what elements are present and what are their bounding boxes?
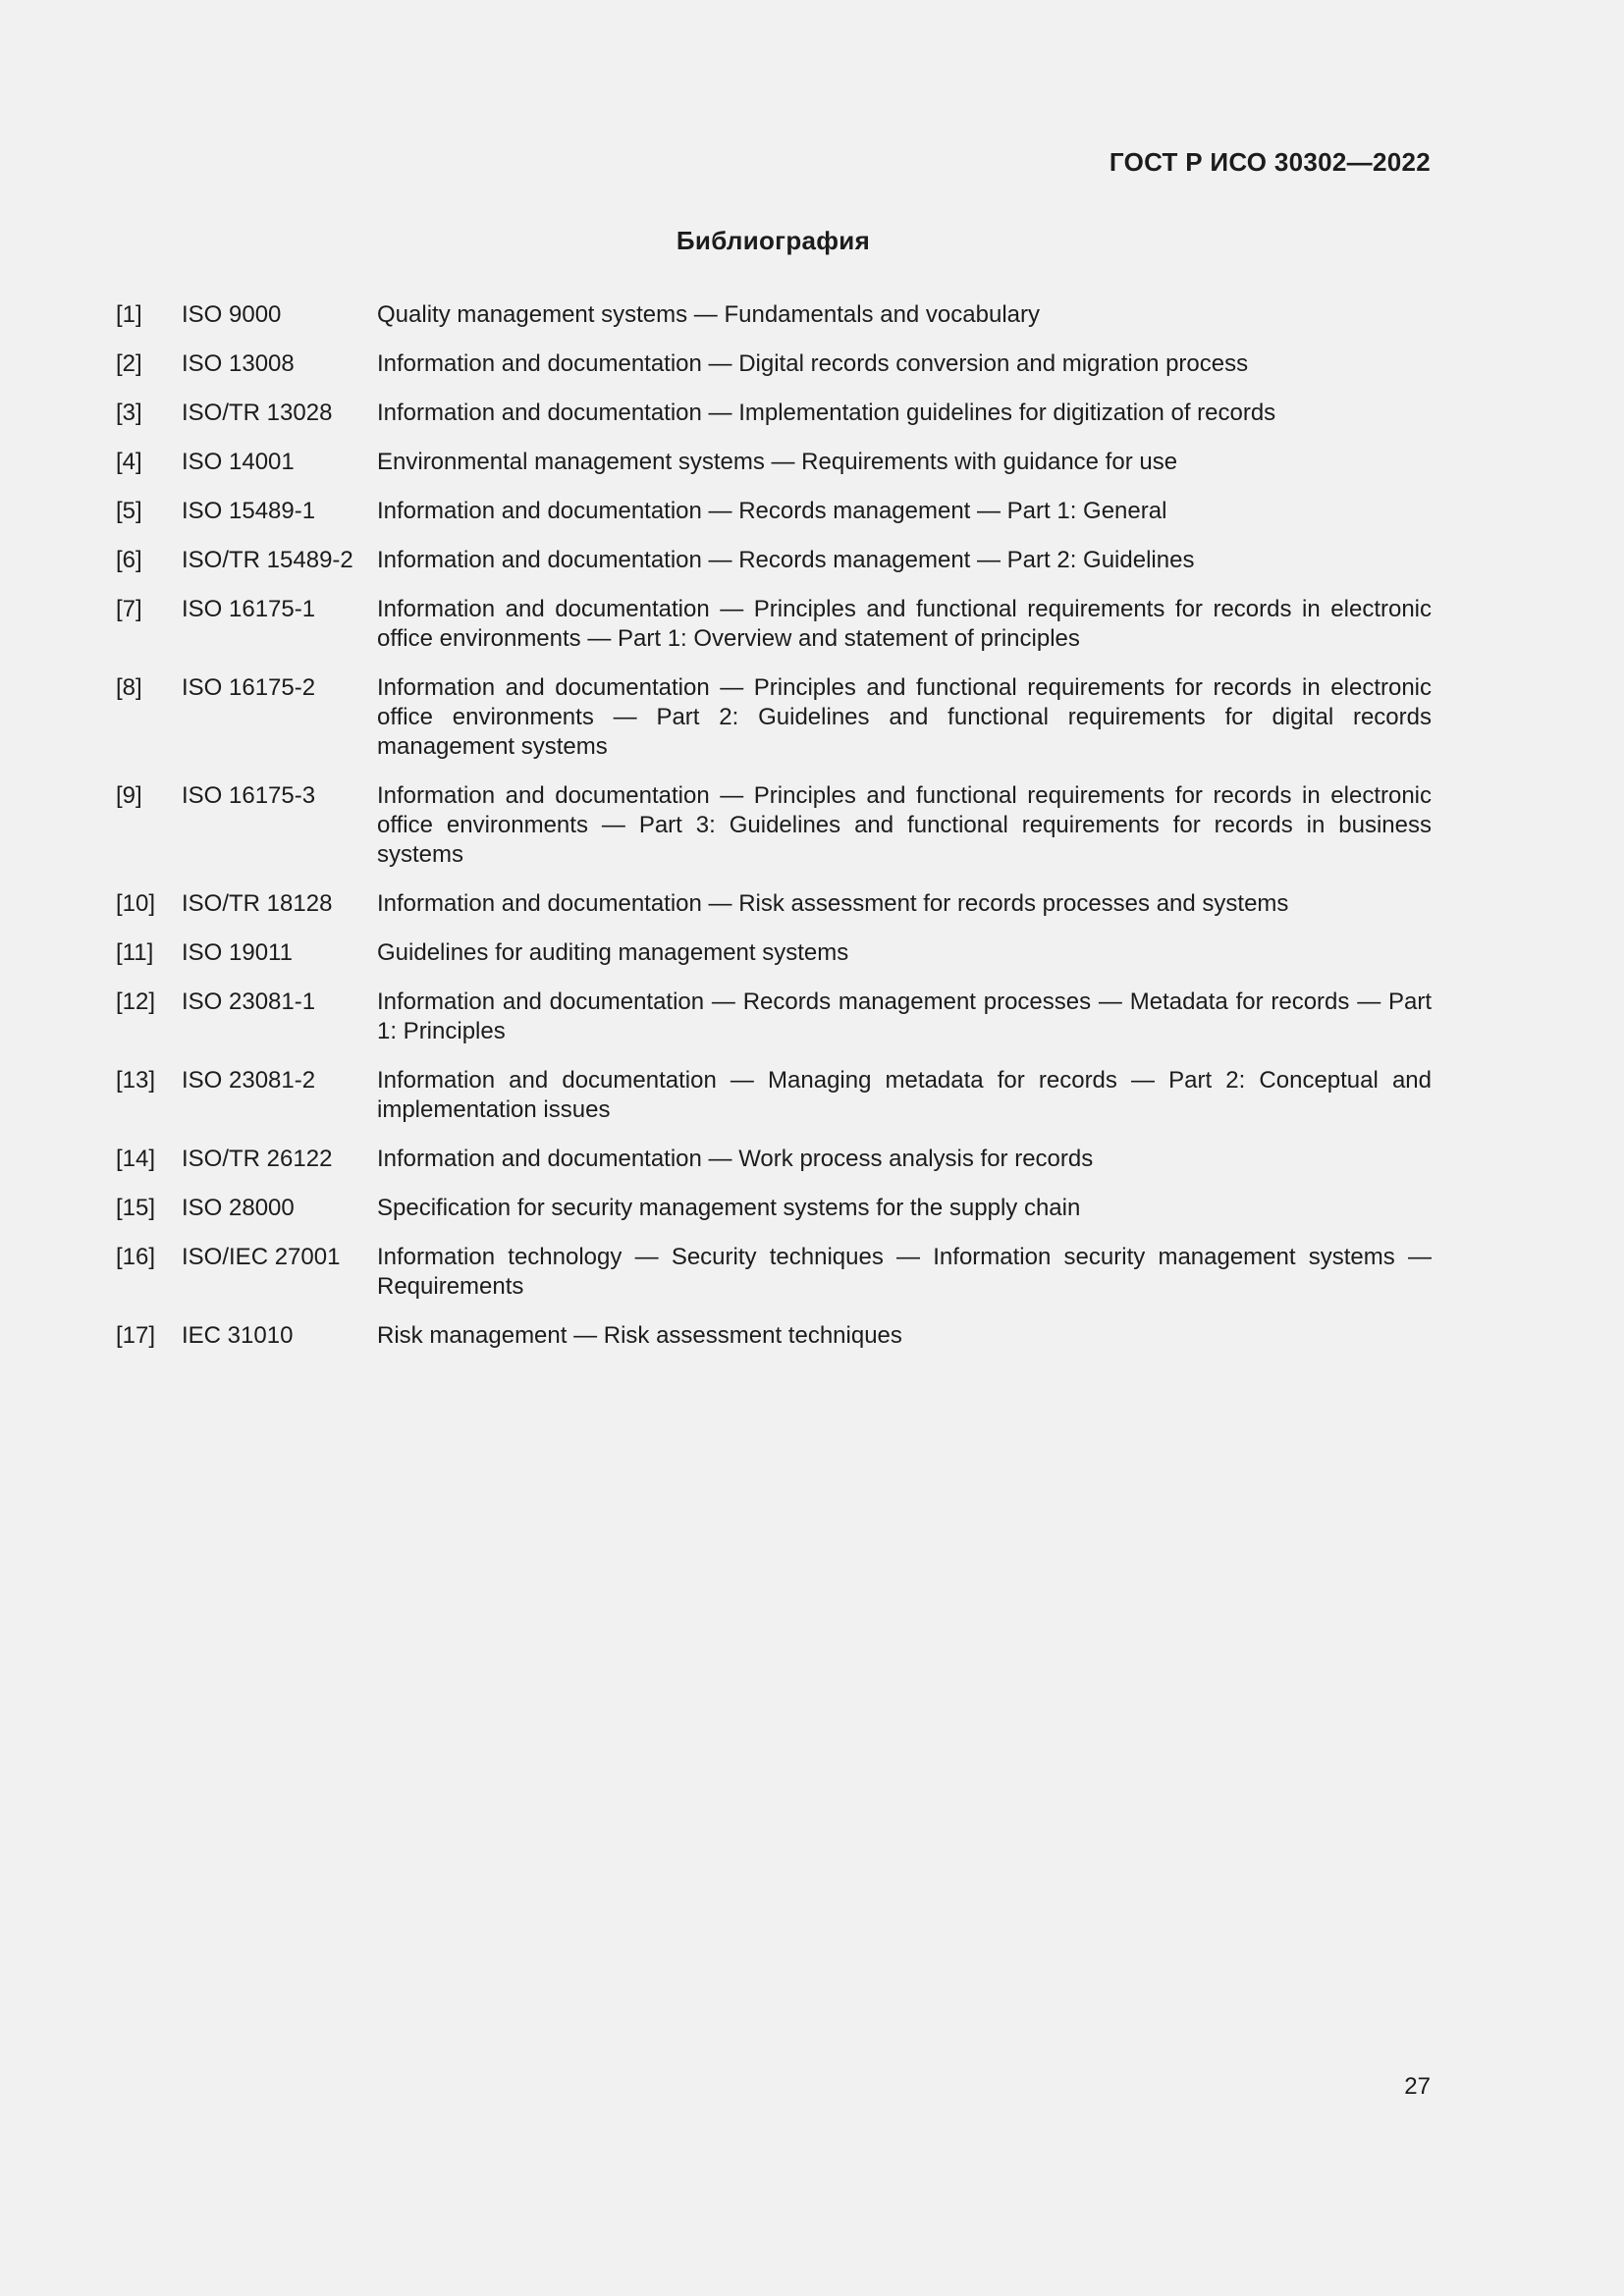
entry-standard: ISO 13008: [182, 350, 295, 377]
entry-standard: ISO/IEC 27001: [182, 1244, 341, 1270]
entry-number: [12]: [116, 988, 156, 1015]
entry-standard: ISO 15489-1: [182, 498, 316, 524]
bibliography-entry: [116, 1243, 1432, 1302]
entry-standard: ISO/TR 26122: [182, 1146, 333, 1172]
entry-title: Environmental management systems — Requirements with guidance for use: [377, 449, 1178, 475]
entry-standard: ISO 14001: [182, 449, 295, 475]
entry-number: [1]: [116, 301, 142, 328]
entry-number: [6]: [116, 547, 142, 573]
entry-number: [15]: [116, 1195, 156, 1221]
entry-title: Information and documentation — Records management processes — Metadata for records — Part 1: Principles: [377, 988, 1432, 1044]
entry-number: [16]: [116, 1244, 156, 1270]
bibliography-entry: [116, 497, 1432, 526]
entry-number: [10]: [116, 890, 156, 917]
entry-standard: ISO/TR 13028: [182, 400, 333, 426]
entry-number: [9]: [116, 782, 142, 809]
entry-title: Information and documentation — Records management — Part 1: General: [377, 498, 1167, 524]
bibliography-entry: [116, 673, 1432, 762]
bibliography-entry: [116, 595, 1432, 654]
entry-number: [11]: [116, 939, 154, 966]
entry-standard: ISO/TR 18128: [182, 890, 333, 917]
entry-title: Risk management — Risk assessment techniques: [377, 1322, 902, 1349]
bibliography-entry: [116, 1321, 1432, 1351]
entry-number: [8]: [116, 674, 142, 701]
bibliography-list: [116, 300, 1432, 1370]
entry-standard: ISO 19011: [182, 939, 293, 966]
entry-title: Information and documentation — Principles and functional requirements for records in electronic office environments — Part 2: Guidelines and functional requirements for digital records management systems: [377, 674, 1432, 760]
entry-standard: ISO 16175-2: [182, 674, 316, 701]
entry-title: Information and documentation — Work process analysis for records: [377, 1146, 1094, 1172]
entry-title: Information and documentation — Principles and functional requirements for records in electronic office environments — Part 1: Overview and statement of principles: [377, 596, 1432, 652]
entry-title: Information technology — Security techniques — Information security management systems — Requirements: [377, 1244, 1432, 1300]
entry-number: [4]: [116, 449, 142, 475]
entry-number: [7]: [116, 596, 142, 622]
entry-title: Information and documentation — Digital records conversion and migration process: [377, 350, 1249, 377]
entry-title: Guidelines for auditing management systems: [377, 939, 849, 966]
bibliography-entry: [116, 349, 1432, 379]
bibliography-entry: [116, 988, 1432, 1046]
entry-number: [2]: [116, 350, 142, 377]
entry-standard: ISO 9000: [182, 301, 282, 328]
entry-standard: ISO 23081-1: [182, 988, 316, 1015]
bibliography-entry: [116, 1194, 1432, 1223]
bibliography-entry: [116, 448, 1432, 477]
entry-title: Quality management systems — Fundamentals and vocabulary: [377, 301, 1040, 328]
entry-title: Information and documentation — Principles and functional requirements for records in electronic office environments — Part 3: Guidelines and functional requirements for records in business systems: [377, 782, 1432, 868]
document-code: ГОСТ Р ИСО 30302—2022: [1109, 147, 1431, 177]
entry-number: [17]: [116, 1322, 156, 1349]
entry-title: Information and documentation — Managing metadata for records — Part 2: Conceptual and implementation issues: [377, 1067, 1432, 1123]
bibliography-entry: [116, 300, 1432, 330]
entry-number: [13]: [116, 1067, 156, 1094]
entry-standard: IEC 31010: [182, 1322, 294, 1349]
section-title: Библиография: [676, 226, 871, 255]
bibliography-entry: [116, 399, 1432, 428]
entry-standard: ISO 28000: [182, 1195, 295, 1221]
entry-title: Specification for security management systems for the supply chain: [377, 1195, 1081, 1221]
entry-title: Information and documentation — Records management — Part 2: Guidelines: [377, 547, 1195, 573]
entry-number: [14]: [116, 1146, 156, 1172]
bibliography-entry: [116, 938, 1432, 968]
entry-standard: ISO 16175-3: [182, 782, 316, 809]
bibliography-entry: [116, 1145, 1432, 1174]
entry-standard: ISO 23081-2: [182, 1067, 316, 1094]
bibliography-entry: [116, 889, 1432, 919]
entry-standard: ISO 16175-1: [182, 596, 316, 622]
entry-title: Information and documentation — Risk assessment for records processes and systems: [377, 890, 1289, 917]
entry-standard: ISO/TR 15489-2: [182, 547, 353, 573]
bibliography-entry: [116, 546, 1432, 575]
entry-number: [3]: [116, 400, 142, 426]
bibliography-entry: [116, 781, 1432, 870]
page-number: 27: [1404, 2073, 1431, 2100]
entry-number: [5]: [116, 498, 142, 524]
entry-title: Information and documentation — Implementation guidelines for digitization of records: [377, 400, 1276, 426]
bibliography-entry: [116, 1066, 1432, 1125]
